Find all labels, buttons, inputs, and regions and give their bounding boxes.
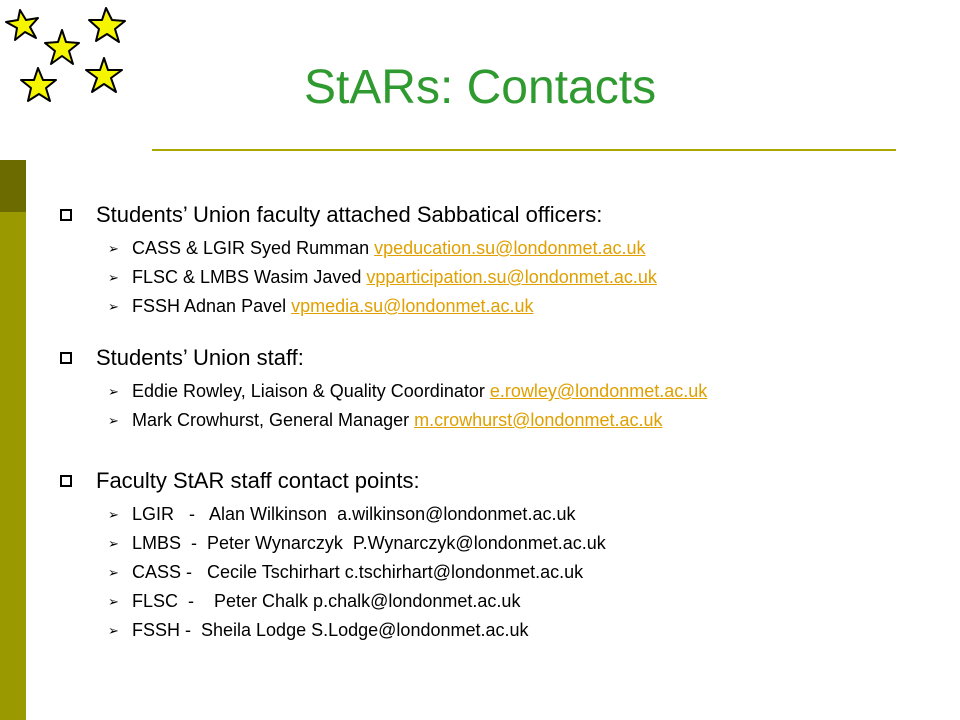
section-heading	[60, 345, 707, 371]
section-sabbatical-officers	[60, 202, 657, 321]
arrow-bullet-icon: ➢	[108, 412, 119, 428]
arrow-bullet-icon: ➢	[108, 564, 119, 580]
list-item	[108, 406, 707, 435]
square-bullet-icon	[60, 209, 72, 221]
side-accent-bar-middle	[0, 212, 26, 480]
arrow-bullet-icon: ➢	[108, 298, 119, 314]
list-item-text: FLSC & LMBS Wasim Javed	[132, 267, 367, 287]
list-item-text: CASS - Cecile Tschirhart c.tschirhart@londonmet.ac.uk	[132, 562, 584, 582]
email-link[interactable]: e.rowley@londonmet.ac.uk	[489, 381, 708, 401]
list-item	[108, 529, 606, 558]
section-heading-text: Faculty StAR staff contact points:	[96, 468, 420, 493]
list-item-text: LMBS - Peter Wynarczyk P.Wynarczyk@londonmet.ac.uk	[132, 533, 606, 553]
section-heading-text: Students’ Union staff:	[96, 345, 304, 370]
email-link[interactable]: vpeducation.su@londonmet.ac.uk	[374, 238, 646, 258]
square-bullet-icon	[60, 352, 72, 364]
list-item	[108, 587, 606, 616]
list-item-text: FSSH - Sheila Lodge S.Lodge@londonmet.ac.uk	[132, 620, 529, 640]
list-item-text: FLSC - Peter Chalk p.chalk@londonmet.ac.uk	[132, 591, 521, 611]
star-icon	[89, 8, 125, 42]
section-union-staff	[60, 345, 707, 435]
list-item-text: Eddie Rowley, Liaison & Quality Coordinator	[132, 381, 490, 401]
arrow-bullet-icon: ➢	[108, 269, 119, 285]
section-faculty-contacts	[60, 468, 606, 645]
arrow-bullet-icon: ➢	[108, 240, 119, 256]
arrow-bullet-icon: ➢	[108, 506, 119, 522]
list-item-text: Mark Crowhurst, General Manager	[132, 410, 415, 430]
side-accent-bar-top	[0, 160, 26, 212]
section-heading	[60, 202, 657, 228]
list-item	[108, 500, 606, 529]
list-item	[108, 234, 657, 263]
list-item	[108, 377, 707, 406]
email-link[interactable]: vpmedia.su@londonmet.ac.uk	[291, 296, 534, 316]
list-item	[108, 558, 606, 587]
square-bullet-icon	[60, 475, 72, 487]
list-item	[108, 292, 657, 321]
list-item-text: CASS & LGIR Syed Rumman	[132, 238, 375, 258]
title-underline-rule	[152, 149, 896, 151]
email-link[interactable]: m.crowhurst@londonmet.ac.uk	[414, 410, 663, 430]
star-icon	[45, 30, 79, 64]
arrow-bullet-icon: ➢	[108, 383, 119, 399]
list-item-text: FSSH Adnan Pavel	[132, 296, 292, 316]
section-heading-text: Students’ Union faculty attached Sabbatical officers:	[96, 202, 603, 227]
arrow-bullet-icon: ➢	[108, 593, 119, 609]
list-item	[108, 616, 606, 645]
slide-title: StARs: Contacts	[303, 61, 657, 114]
star-icon	[6, 10, 38, 40]
arrow-bullet-icon: ➢	[108, 535, 119, 551]
arrow-bullet-icon: ➢	[108, 622, 119, 638]
email-link[interactable]: vpparticipation.su@londonmet.ac.uk	[366, 267, 657, 287]
list-item	[108, 263, 657, 292]
list-item-text: LGIR - Alan Wilkinson a.wilkinson@londonmet.ac.uk	[132, 504, 576, 524]
side-accent-bar-bottom	[0, 480, 26, 720]
section-heading	[60, 468, 606, 494]
